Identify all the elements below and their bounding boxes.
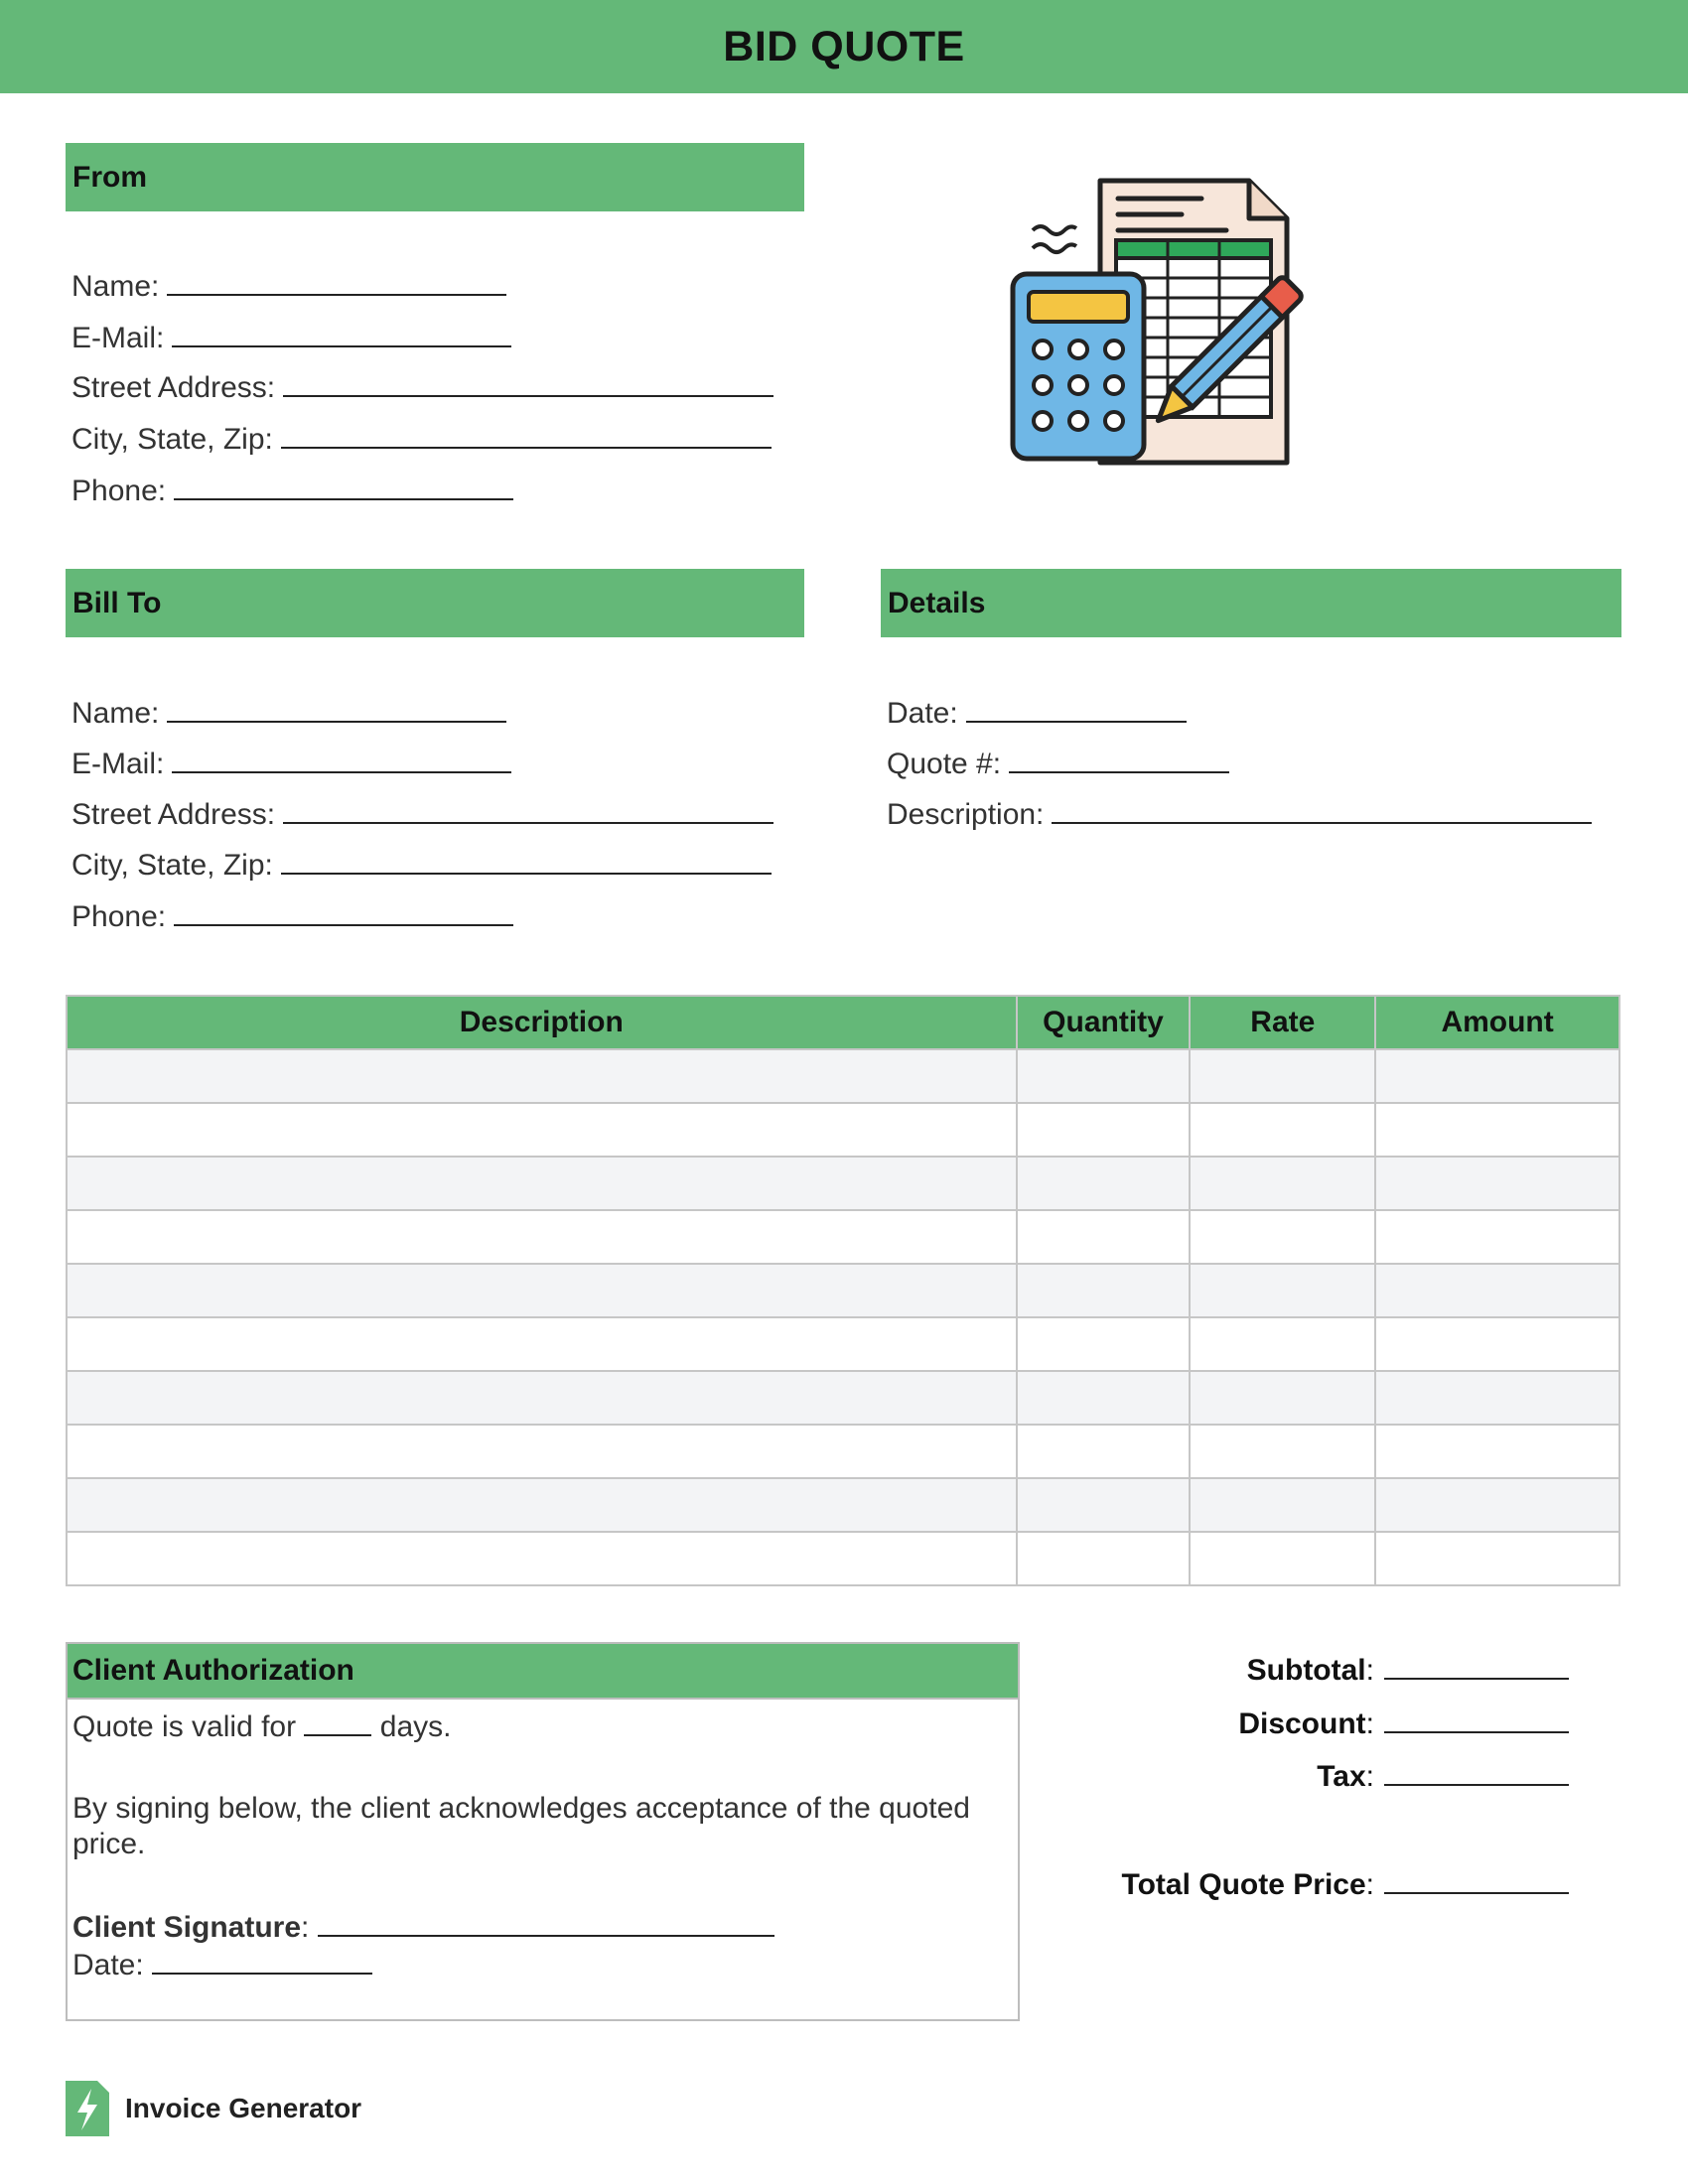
description-cell[interactable] [67, 1425, 1017, 1478]
bill-to-street-field[interactable]: Street Address: [71, 796, 774, 832]
bill-to-phone-blank[interactable] [174, 898, 513, 926]
bill-to-email-blank[interactable] [172, 746, 511, 773]
table-row [67, 1425, 1619, 1478]
from-street-blank[interactable] [283, 369, 774, 397]
table-row [67, 1157, 1619, 1210]
description-cell[interactable] [67, 1157, 1017, 1210]
table-row [67, 1371, 1619, 1425]
table-row [67, 1210, 1619, 1264]
client-authorization-box [66, 1642, 1020, 2021]
bill-to-email-field[interactable]: E-Mail: [71, 746, 511, 781]
calculator-spreadsheet-pencil-icon [1003, 169, 1311, 467]
title-bar [0, 0, 1688, 93]
description-cell[interactable] [67, 1049, 1017, 1103]
rate-cell[interactable] [1190, 1425, 1375, 1478]
total-quote-price-blank[interactable] [1384, 1866, 1569, 1894]
column-header-quantity: Quantity [1017, 996, 1191, 1049]
description-cell[interactable] [67, 1532, 1017, 1585]
table-row [67, 1478, 1619, 1532]
amount-cell[interactable] [1375, 1157, 1619, 1210]
table-row [67, 1103, 1619, 1157]
discount-blank[interactable] [1384, 1706, 1569, 1733]
quantity-cell[interactable] [1017, 1371, 1191, 1425]
description-cell[interactable] [67, 1478, 1017, 1532]
subtotal-row[interactable]: Subtotal : [1247, 1652, 1569, 1688]
total-quote-price-row[interactable]: Total Quote Price : [1122, 1866, 1570, 1902]
amount-cell[interactable] [1375, 1049, 1619, 1103]
bill-to-city-field[interactable]: City, State, Zip: [71, 847, 772, 883]
description-cell[interactable] [67, 1371, 1017, 1425]
quantity-cell[interactable] [1017, 1425, 1191, 1478]
from-city-field[interactable]: City, State, Zip: [71, 421, 772, 457]
from-name-blank[interactable] [167, 268, 506, 296]
from-heading: From [66, 143, 804, 211]
details-quote-number-blank[interactable] [1009, 746, 1229, 773]
table-row [67, 1049, 1619, 1103]
details-description-blank[interactable] [1052, 796, 1592, 824]
bill-to-phone-field[interactable]: Phone: [71, 898, 513, 934]
amount-cell[interactable] [1375, 1425, 1619, 1478]
discount-row[interactable]: Discount : [1238, 1706, 1569, 1741]
tax-blank[interactable] [1384, 1758, 1569, 1786]
rate-cell[interactable] [1190, 1210, 1375, 1264]
details-heading: Details [881, 569, 1621, 637]
details-date-blank[interactable] [966, 695, 1187, 723]
authorization-date-blank[interactable] [152, 1949, 372, 1975]
bill-to-name-field[interactable]: Name: [71, 695, 506, 731]
quantity-cell[interactable] [1017, 1532, 1191, 1585]
column-header-description: Description [67, 996, 1017, 1049]
acknowledgement-text: By signing below, the client acknowledges acceptance of the quoted price. [72, 1792, 970, 1860]
rate-cell[interactable] [1190, 1532, 1375, 1585]
from-email-field[interactable]: E-Mail: [71, 320, 511, 355]
from-phone-field[interactable]: Phone: [71, 473, 513, 508]
description-cell[interactable] [67, 1210, 1017, 1264]
amount-cell[interactable] [1375, 1103, 1619, 1157]
from-phone-blank[interactable] [174, 473, 513, 500]
page-title: BID QUOTE [723, 22, 965, 70]
amount-cell[interactable] [1375, 1532, 1619, 1585]
lightning-bolt-icon [66, 2081, 109, 2136]
details-description-field[interactable]: Description: [887, 796, 1592, 832]
bill-to-city-blank[interactable] [281, 847, 772, 875]
client-signature-blank[interactable] [318, 1911, 774, 1937]
quantity-cell[interactable] [1017, 1210, 1191, 1264]
amount-cell[interactable] [1375, 1264, 1619, 1317]
quantity-cell[interactable] [1017, 1103, 1191, 1157]
description-cell[interactable] [67, 1103, 1017, 1157]
quantity-cell[interactable] [1017, 1264, 1191, 1317]
table-row [67, 1532, 1619, 1585]
amount-cell[interactable] [1375, 1317, 1619, 1371]
valid-days-blank[interactable] [304, 1710, 371, 1736]
details-date-field[interactable]: Date: [887, 695, 1187, 731]
column-header-rate: Rate [1190, 996, 1375, 1049]
quantity-cell[interactable] [1017, 1317, 1191, 1371]
quantity-cell[interactable] [1017, 1157, 1191, 1210]
client-signature-line[interactable]: Client Signature: [72, 1910, 1016, 1946]
table-row [67, 1264, 1619, 1317]
bill-to-heading: Bill To [66, 569, 804, 637]
client-authorization-heading: Client Authorization [68, 1644, 1018, 1700]
details-quote-number-field[interactable]: Quote #: [887, 746, 1229, 781]
description-cell[interactable] [67, 1264, 1017, 1317]
bill-to-street-blank[interactable] [283, 796, 774, 824]
bill-to-name-blank[interactable] [167, 695, 506, 723]
quantity-cell[interactable] [1017, 1478, 1191, 1532]
rate-cell[interactable] [1190, 1478, 1375, 1532]
quantity-cell[interactable] [1017, 1049, 1191, 1103]
table-header-row [67, 996, 1619, 1049]
table-row [67, 1317, 1619, 1371]
rate-cell[interactable] [1190, 1317, 1375, 1371]
subtotal-blank[interactable] [1384, 1652, 1569, 1680]
column-header-amount: Amount [1375, 996, 1619, 1049]
rate-cell[interactable] [1190, 1049, 1375, 1103]
tax-row[interactable]: Tax : [1317, 1758, 1569, 1794]
rate-cell[interactable] [1190, 1371, 1375, 1425]
amount-cell[interactable] [1375, 1371, 1619, 1425]
description-cell[interactable] [67, 1317, 1017, 1371]
line-items-table [66, 995, 1620, 1586]
footer-brand-name: Invoice Generator [125, 2093, 362, 2123]
rate-cell[interactable] [1190, 1157, 1375, 1210]
amount-cell[interactable] [1375, 1478, 1619, 1532]
authorization-date-line[interactable]: Date: [72, 1948, 1016, 1983]
amount-cell[interactable] [1375, 1210, 1619, 1264]
from-email-blank[interactable] [172, 320, 511, 347]
from-city-blank[interactable] [281, 421, 772, 449]
validity-line: Quote is valid for days. [72, 1710, 452, 1743]
from-name-field[interactable]: Name: [71, 268, 506, 304]
from-street-field[interactable]: Street Address: [71, 369, 774, 405]
rate-cell[interactable] [1190, 1264, 1375, 1317]
rate-cell[interactable] [1190, 1103, 1375, 1157]
footer-brand[interactable] [66, 2081, 361, 2136]
